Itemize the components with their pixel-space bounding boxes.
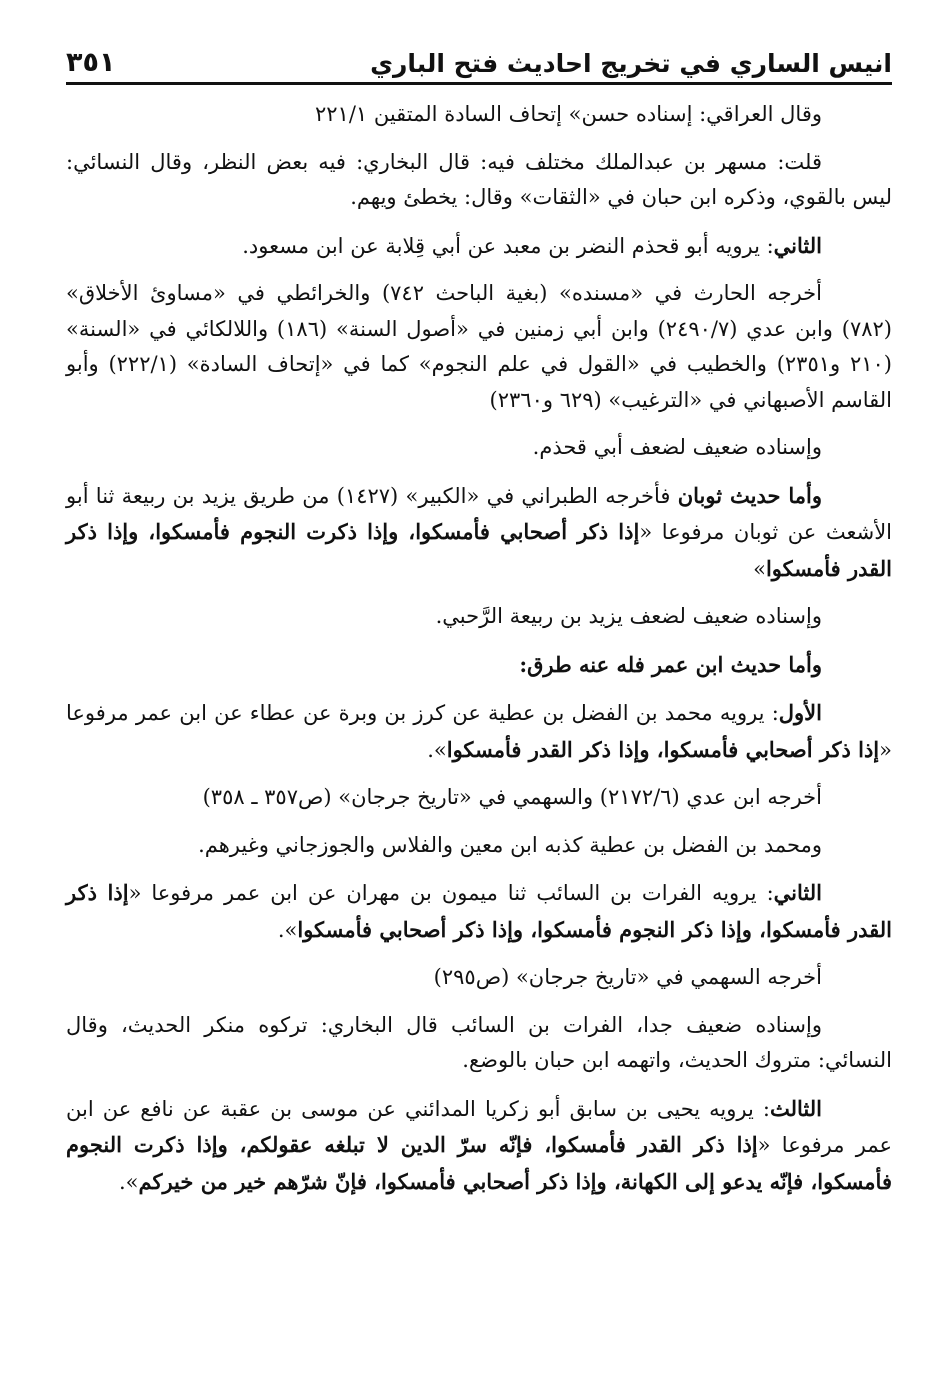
- text-run: ».: [277, 917, 298, 942]
- text-run: قلت: مسهر بن عبدالملك مختلف فيه: قال البخاري: فيه بعض النظر، وقال النسائي: ليس بالقوي، وذكره ابن حبان في «الثقات» وقال: يخطئ ويهم.: [66, 149, 892, 209]
- bold-text-run: وأما حديث ثوبان: [677, 482, 822, 508]
- text-run: ومحمد بن الفضل بن عطية كذبه ابن معين والفلاس والجوزجاني وغيرهم.: [198, 832, 822, 857]
- text-run: ».: [118, 1169, 139, 1194]
- text-body: [66, 97, 892, 1200]
- bold-text-run: إذا ذكر القدر فأمسكوا، وإذا ذكر النجوم فأمسكوا، وإذا ذكر أصحابي فأمسكوا: [66, 880, 892, 942]
- text-run: ».: [427, 737, 447, 762]
- bold-text-run: إذا ذكر أصحابي فأمسكوا، وإذا ذكرت النجوم فأمسكوا، وإذا ذكر القدر فأمسكوا: [66, 519, 892, 581]
- bold-text-run: وأما حديث ابن عمر فله عنه طرق:: [519, 651, 822, 677]
- paragraph: [66, 780, 892, 816]
- paragraph: [66, 276, 892, 418]
- text-run: أخرجه السهمي في «تاريخ جرجان» (ص٢٩٥): [433, 965, 822, 989]
- bold-text-run: إذا ذكر القدر فأمسكوا، فإنّه سرّ الدين لا تبلغه عقولكم، وإذا ذكرت النجوم فأمسكوا، فإنّه يدعو إلى الكهانة، وإذا ذكر أصحابي فأمسكوا، فإنّ شرّهم خير من خيركم: [66, 1132, 892, 1194]
- text-run: وإسناده ضعيف لضعف أبي قحذم.: [532, 435, 822, 459]
- text-run: »: [753, 556, 766, 581]
- text-run: : يرويه محمد بن الفضل بن عطية عن كرز بن وبرة عن عطاء عن ابن عمر مرفوعا «: [66, 701, 892, 762]
- paragraph: [66, 1008, 892, 1079]
- text-run: وإسناده ضعيف جدا، الفرات بن السائب قال البخاري: تركوه منكر الحديث، وقال النسائي: متروك الحديث، واتهمه ابن حبان بالوضع.: [66, 1012, 892, 1072]
- paragraph: [66, 145, 892, 216]
- paragraph: [66, 960, 892, 996]
- bold-text-run: الثالث: [770, 1095, 822, 1121]
- paragraph: [66, 478, 892, 588]
- paragraph: [66, 695, 892, 768]
- paragraph: [66, 97, 892, 133]
- text-run: : يرويه أبو قحذم النضر بن معبد عن أبي قِلابة عن ابن مسعود.: [242, 233, 774, 258]
- paragraph: [66, 430, 892, 466]
- book-page: [66, 40, 892, 1360]
- text-run: وقال العراقي: إسناده حسن» إتحاف السادة المتقين ٢٢١/١: [314, 102, 822, 126]
- bold-text-run: إذا ذكر أصحابي فأمسكوا، وإذا ذكر القدر فأمسكوا: [446, 736, 880, 762]
- paragraph: [66, 599, 892, 635]
- bold-text-run: الأول: [778, 700, 822, 725]
- text-run: أخرجه ابن عدي (٢١٧٢/٦) والسهمي في «تاريخ جرجان» (ص٣٥٧ ـ ٣٥٨): [202, 785, 822, 809]
- paragraph: [66, 828, 892, 864]
- text-run: وإسناده ضعيف لضعف يزيد بن ربيعة الرَّحبي.: [435, 604, 822, 628]
- running-title: انيس الساري في تخريج احاديث فتح الباري: [370, 49, 892, 78]
- page-header: [66, 40, 892, 85]
- page-number: ٣٥١: [66, 47, 116, 78]
- bold-text-run: الثاني: [773, 232, 822, 258]
- paragraph: [66, 875, 892, 948]
- paragraph: [66, 1091, 892, 1201]
- text-run: فأخرجه الطبراني في «الكبير» (١٤٢٧) من طريق يزيد بن ربيعة ثنا أبو الأشعث عن ثوبان مرفوعا «: [66, 483, 893, 544]
- text-run: : يرويه يحيى بن سابق أبو زكريا المدائني عن موسى بن عقبة عن نافع عن ابن عمر مرفوعا «: [66, 1096, 893, 1157]
- text-run: : يرويه الفرات بن السائب ثنا ميمون بن مهران عن ابن عمر مرفوعا «: [128, 881, 774, 905]
- paragraph: [66, 228, 892, 265]
- bold-text-run: الثاني: [773, 880, 822, 905]
- paragraph: [66, 647, 892, 684]
- text-run: أخرجه الحارث في «مسنده» (بغية الباحث ٧٤٢) والخرائطي في «مساوئ الأخلاق» (٧٨٢) وابن عدي (٢٤٩٠/٧) وابن أبي زمنين في «أصول السنة» (١٨٦) واللالكائي في «السنة» (٢١٠ و٢٣٥١) والخطيب في «القول في علم النجوم» كما في «إتحاف السادة» (٢٢٢/١) وأبو القاسم الأصبهاني في «الترغيب» (٦٢٩ و٢٣٦٠): [66, 281, 892, 412]
